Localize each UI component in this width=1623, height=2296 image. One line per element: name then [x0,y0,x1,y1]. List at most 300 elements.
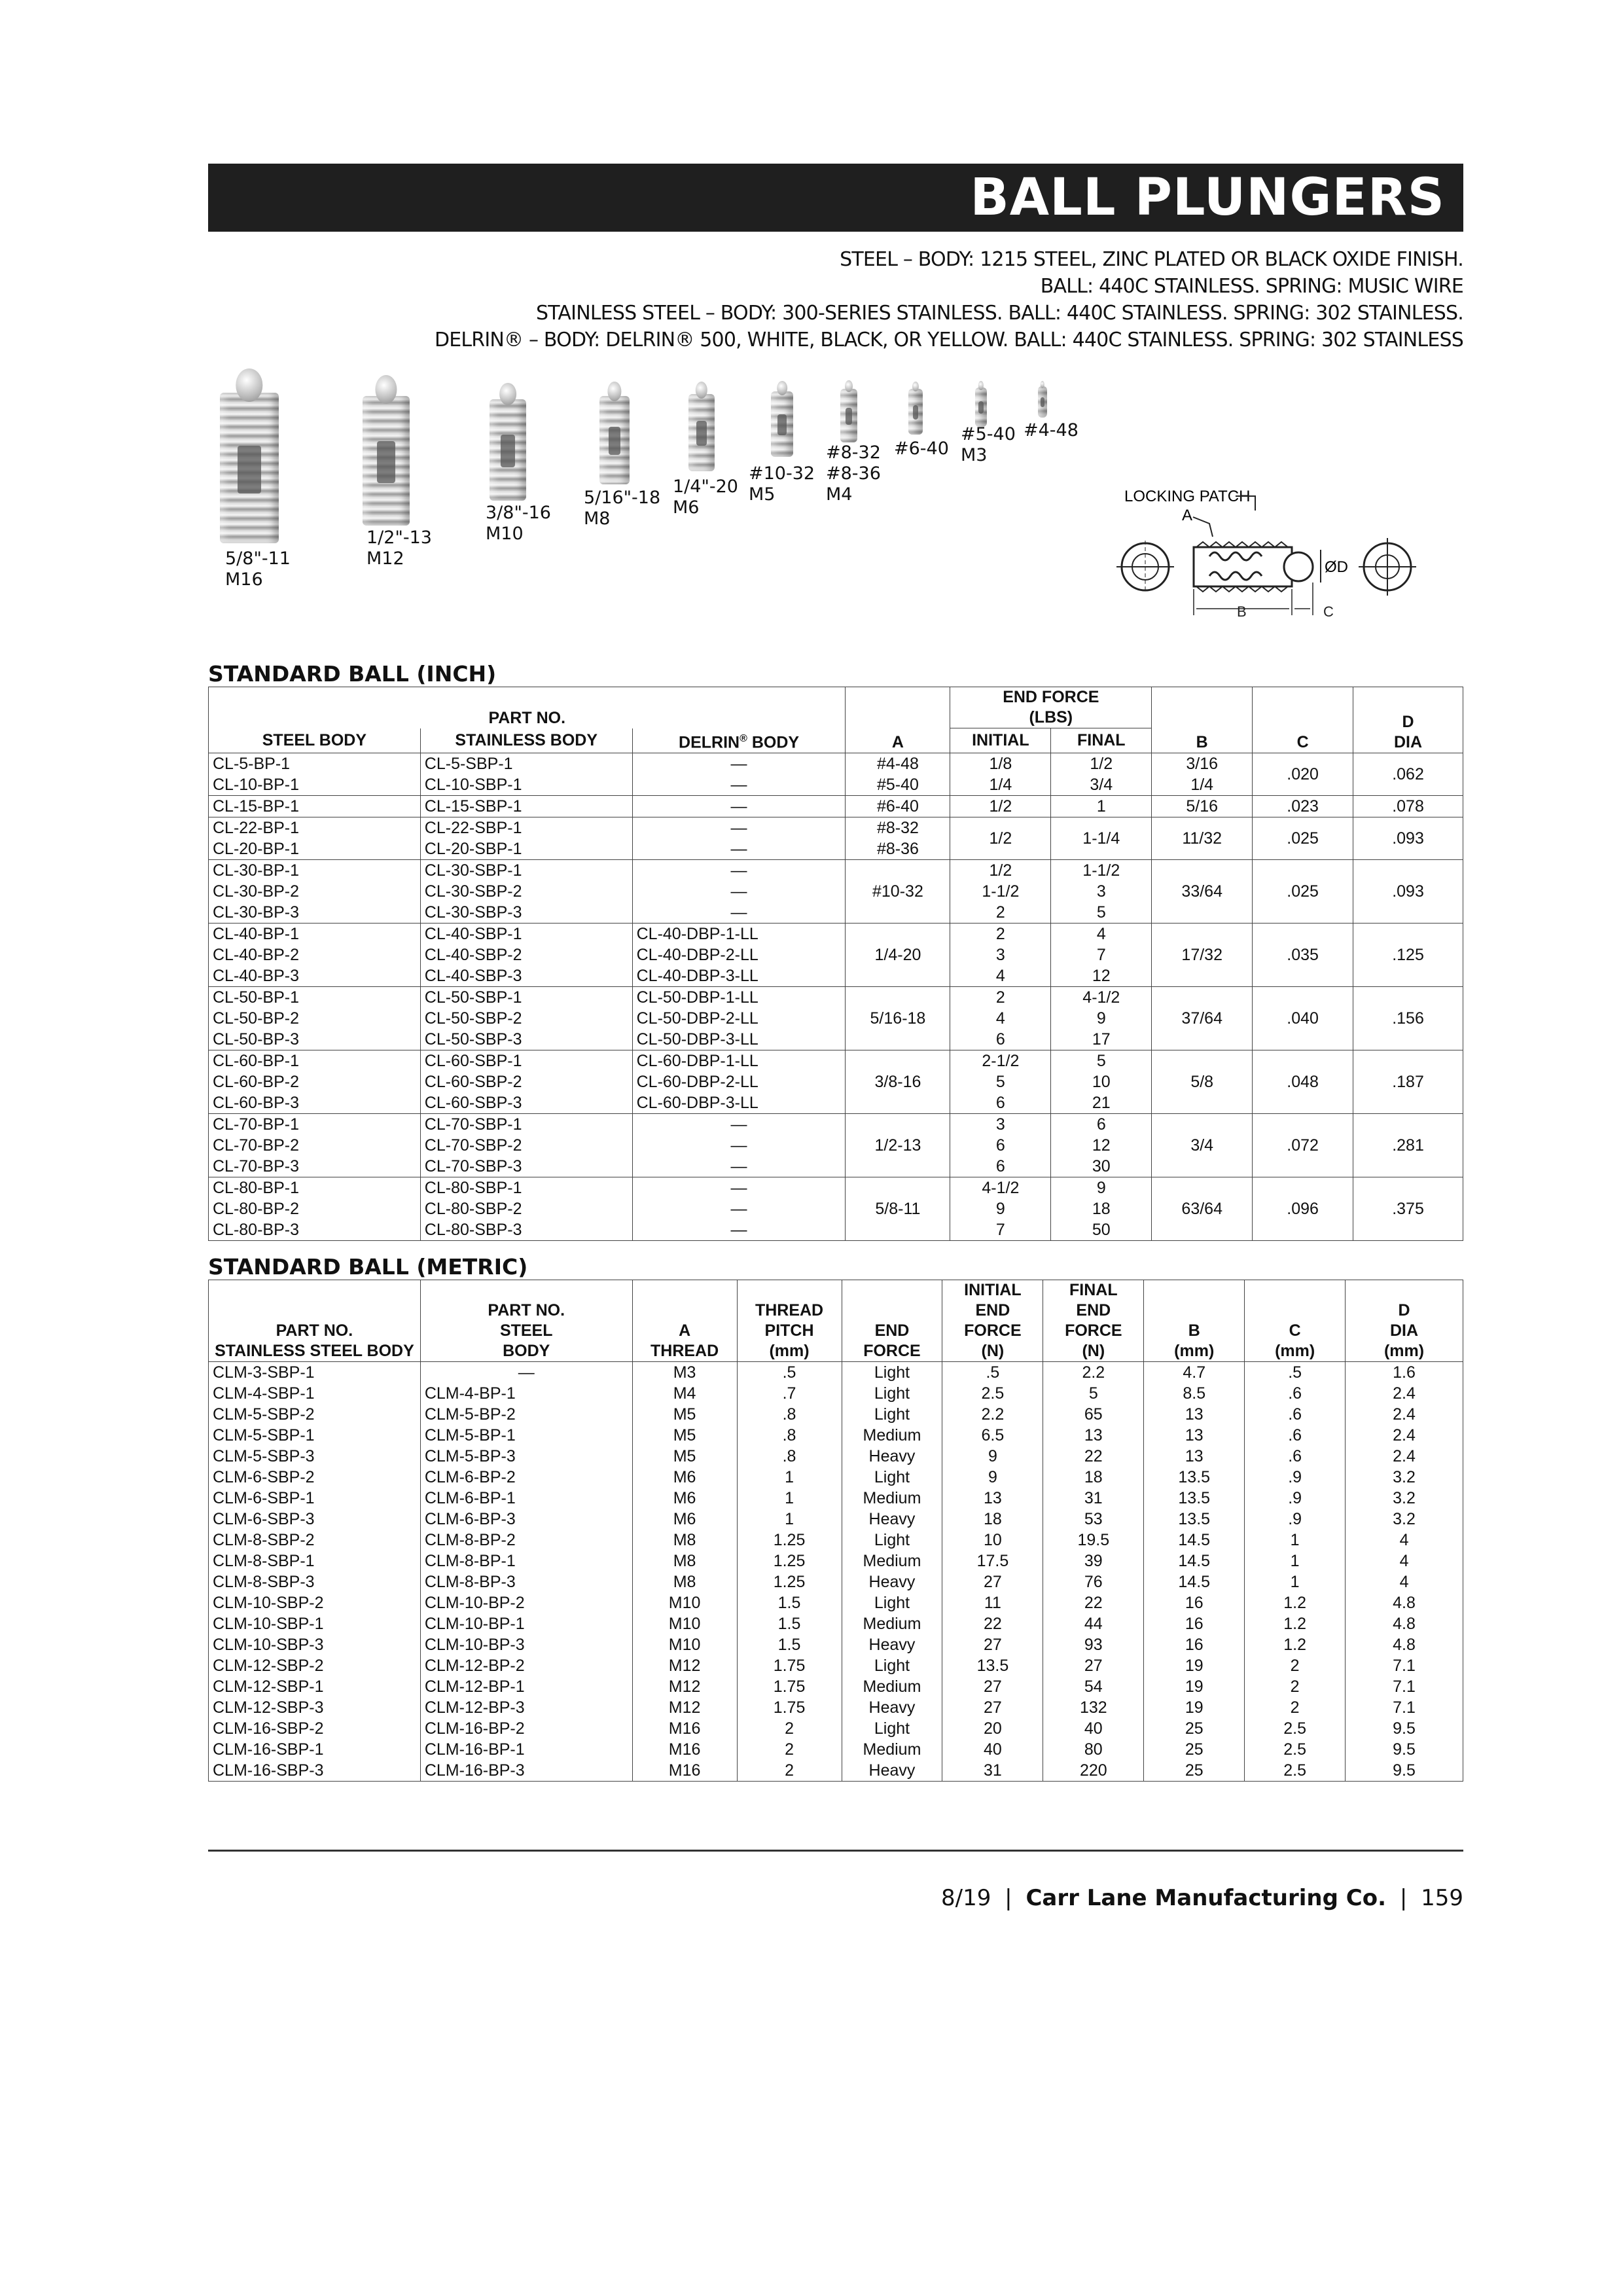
metric-header-a-thread: A THREAD [632,1280,737,1361]
dim-b-value: 13.5 [1144,1509,1245,1530]
initial-end-force: 13 [942,1488,1043,1509]
final-end-force: 5 [1051,1050,1152,1071]
dim-c-value: 1.2 [1245,1592,1346,1613]
stainless-body-part-no: CL-5-SBP-1 [420,753,632,774]
final-end-force: 65 [1043,1404,1144,1425]
steel-body-part-no: CLM-6-BP-3 [420,1509,632,1530]
plunger-image-1-4-20 [688,394,715,471]
stainless-body-part-no: CL-40-SBP-3 [420,965,632,987]
initial-end-force: 1/8 [950,753,1051,774]
initial-end-force: 20 [942,1718,1043,1739]
stainless-body-part-no: CL-70-SBP-1 [420,1113,632,1135]
metric-header-dim-b: B (mm) [1144,1280,1245,1361]
dim-c-value: .5 [1245,1361,1346,1383]
dim-c-value: .025 [1253,859,1353,923]
initial-end-force: 2.5 [942,1383,1043,1404]
initial-end-force: 22 [942,1613,1043,1634]
steel-body-part-no: CL-20-BP-1 [209,838,421,860]
dim-d-value: 2.4 [1346,1425,1463,1446]
steel-body-part-no: CL-40-BP-2 [209,944,421,965]
initial-end-force: 1/2 [950,817,1051,859]
thread-size: #8-32 [846,817,950,838]
stainless-body-part-no: CL-15-SBP-1 [420,795,632,817]
table-row [209,1634,1463,1655]
dim-c-value: 1 [1245,1551,1346,1571]
stainless-body-part-no: CL-50-SBP-3 [420,1029,632,1050]
table-row [209,1488,1463,1509]
dim-d-value: 7.1 [1346,1655,1463,1676]
delrin-body-part-no: CL-40-DBP-3-LL [632,965,846,987]
initial-end-force: 6.5 [942,1425,1043,1446]
thread-pitch: .8 [737,1446,842,1467]
dim-d-value: 4 [1346,1551,1463,1571]
delrin-body-part-no: — [632,1177,846,1198]
thread-pitch: .7 [737,1383,842,1404]
initial-end-force: 17.5 [942,1551,1043,1571]
dim-d-value: .187 [1353,1050,1463,1113]
plunger-image-3-8-16 [490,399,526,501]
dim-a-label: A [1182,507,1193,524]
delrin-body-part-no: — [632,817,846,838]
table-row [209,1551,1463,1571]
initial-end-force: 1/2 [950,859,1051,881]
stainless-steel-body-part-no: CLM-8-SBP-2 [209,1530,421,1551]
a-thread: M8 [632,1551,737,1571]
inch-header-part-no: PART NO. [209,687,846,728]
steel-body-part-no: CLM-5-BP-1 [420,1425,632,1446]
dim-b-value: 3/4 [1152,1113,1253,1177]
stainless-body-part-no: CL-10-SBP-1 [420,774,632,796]
a-thread: M16 [632,1760,737,1782]
end-force: Light [842,1383,942,1404]
desc-line-steel-2: BALL: 440C STAINLESS. SPRING: MUSIC WIRE [1040,275,1463,298]
dim-d-value: 3.2 [1346,1509,1463,1530]
table-row [209,1113,1463,1135]
table-row [209,817,1463,838]
stainless-body-part-no: CL-40-SBP-2 [420,944,632,965]
thread-size: #10-32 [846,859,950,923]
table-row [209,1177,1463,1198]
stainless-body-part-no: CL-60-SBP-1 [420,1050,632,1071]
desc-line-steel-1: STEEL – BODY: 1215 STEEL, ZINC PLATED OR BLACK OXIDE FINISH. [840,248,1463,271]
steel-body-part-no: CL-60-BP-1 [209,1050,421,1071]
delrin-body-part-no: CL-40-DBP-2-LL [632,944,846,965]
delrin-body-part-no: CL-40-DBP-1-LL [632,923,846,944]
a-thread: M3 [632,1361,737,1383]
dim-d-value: .093 [1353,859,1463,923]
delrin-body-part-no: — [632,902,846,924]
dim-d-value: 4 [1346,1571,1463,1592]
dim-c-label: C [1323,603,1334,620]
final-end-force: 40 [1043,1718,1144,1739]
table-row [209,923,1463,944]
metric-section-title: STANDARD BALL (METRIC) [208,1253,528,1280]
dim-b-value: 16 [1144,1613,1245,1634]
footer-rule [208,1850,1463,1852]
delrin-body-part-no: — [632,753,846,774]
final-end-force: 18 [1043,1467,1144,1488]
a-thread: M12 [632,1676,737,1697]
thread-pitch: .8 [737,1404,842,1425]
inch-header-initial: INITIAL [950,728,1051,753]
dim-d-value: .281 [1353,1113,1463,1177]
metric-header-thread-pitch: THREAD PITCH (mm) [737,1280,842,1361]
table-row [209,1613,1463,1634]
dim-c-value: 2 [1245,1676,1346,1697]
dim-c-value: 2.5 [1245,1718,1346,1739]
end-force: Heavy [842,1509,942,1530]
initial-end-force: 6 [950,1156,1051,1177]
steel-body-part-no: CLM-16-BP-1 [420,1739,632,1760]
initial-end-force: 40 [942,1739,1043,1760]
stainless-body-part-no: CL-22-SBP-1 [420,817,632,838]
dim-b-value: 16 [1144,1592,1245,1613]
delrin-body-part-no: — [632,881,846,902]
stainless-body-part-no: CL-30-SBP-3 [420,902,632,924]
thread-pitch: .5 [737,1361,842,1383]
stainless-body-part-no: CL-80-SBP-1 [420,1177,632,1198]
product-photo-row [208,380,1463,661]
table-row [209,1718,1463,1739]
page [208,164,1463,1782]
inch-header-a: A [846,687,950,753]
end-force: Light [842,1718,942,1739]
dim-b-value: 63/64 [1152,1177,1253,1240]
final-end-force: 1/2 [1051,753,1152,774]
end-force: Light [842,1655,942,1676]
plunger-image-5-40 [975,387,987,427]
table-row [209,795,1463,817]
inch-header-d: D DIA [1353,687,1463,753]
steel-body-part-no: CL-60-BP-2 [209,1071,421,1092]
initial-end-force: 27 [942,1571,1043,1592]
table-row [209,753,1463,774]
plunger-image-5-8-11 [220,393,279,543]
delrin-body-part-no: — [632,1198,846,1219]
initial-end-force: 2.2 [942,1404,1043,1425]
dim-c-value: .072 [1253,1113,1353,1177]
steel-body-part-no: CL-80-BP-3 [209,1219,421,1241]
end-force: Medium [842,1739,942,1760]
thread-size: #4-48 [846,753,950,774]
dim-b-value: 13 [1144,1404,1245,1425]
final-end-force: 18 [1051,1198,1152,1219]
dim-b-value: 25 [1144,1718,1245,1739]
a-thread: M8 [632,1530,737,1551]
final-end-force: 13 [1043,1425,1144,1446]
final-end-force: 1-1/4 [1051,817,1152,859]
dim-b-value: 5/8 [1152,1050,1253,1113]
steel-body-part-no: CL-80-BP-2 [209,1198,421,1219]
dim-c-value: 1 [1245,1530,1346,1551]
thread-size: 1/4-20 [846,923,950,986]
table-row [209,1571,1463,1592]
dim-b-value: 1/4 [1152,774,1253,796]
dim-d-value: 4 [1346,1530,1463,1551]
table-row [209,1509,1463,1530]
dim-c-value: .025 [1253,817,1353,859]
stainless-body-part-no: CL-50-SBP-1 [420,986,632,1008]
final-end-force: 22 [1043,1592,1144,1613]
table-row [209,1050,1463,1071]
initial-end-force: 6 [950,1029,1051,1050]
page-title: BALL PLUNGERS [970,168,1445,227]
thread-pitch: 1.75 [737,1697,842,1718]
delrin-body-part-no: CL-60-DBP-2-LL [632,1071,846,1092]
dim-d-value: 2.4 [1346,1404,1463,1425]
final-end-force: 7 [1051,944,1152,965]
thread-pitch: 1.25 [737,1571,842,1592]
dim-c-value: 1.2 [1245,1613,1346,1634]
thread-pitch: 2 [737,1718,842,1739]
initial-end-force: .5 [942,1361,1043,1383]
initial-end-force: 2 [950,923,1051,944]
plunger-image-1-2-13 [363,396,410,526]
steel-body-part-no: CLM-10-BP-3 [420,1634,632,1655]
metric-header-final-end-force: FINAL END FORCE (N) [1043,1280,1144,1361]
steel-body-part-no: CL-40-BP-3 [209,965,421,987]
dim-d-label: ØD [1325,558,1348,576]
end-force: Heavy [842,1697,942,1718]
initial-end-force: 5 [950,1071,1051,1092]
plunger-image-8-32 [840,389,857,442]
dim-d-value: 9.5 [1346,1760,1463,1782]
a-thread: M10 [632,1592,737,1613]
final-end-force: 93 [1043,1634,1144,1655]
desc-line-stainless: STAINLESS STEEL – BODY: 300-SERIES STAINLESS. BALL: 440C STAINLESS. SPRING: 302 STAINLESS. [535,302,1463,325]
thread-size: #6-40 [846,795,950,817]
stainless-steel-body-part-no: CLM-12-SBP-1 [209,1676,421,1697]
final-end-force: 80 [1043,1739,1144,1760]
dim-b-value: 11/32 [1152,817,1253,859]
steel-body-part-no: CL-15-BP-1 [209,795,421,817]
a-thread: M5 [632,1425,737,1446]
steel-body-part-no: CL-30-BP-3 [209,902,421,924]
thread-size: 3/8-16 [846,1050,950,1113]
part-label-5-16-18: 5/16"-18 M8 [584,488,661,529]
inch-header-delrin-body: DELRIN® BODY [632,728,846,753]
plunger-image-4-48 [1038,386,1047,418]
dim-c-value: 2 [1245,1655,1346,1676]
initial-end-force: 9 [942,1467,1043,1488]
end-force: Medium [842,1551,942,1571]
thread-pitch: 1.25 [737,1530,842,1551]
dim-c-value: .6 [1245,1446,1346,1467]
thread-pitch: 2 [737,1739,842,1760]
end-force: Heavy [842,1446,942,1467]
initial-end-force: 27 [942,1697,1043,1718]
metric-header-end-force: END FORCE [842,1280,942,1361]
final-end-force: 53 [1043,1509,1144,1530]
final-end-force: 12 [1051,1135,1152,1156]
dim-d-value: 3.2 [1346,1467,1463,1488]
stainless-steel-body-part-no: CLM-8-SBP-1 [209,1551,421,1571]
dim-c-value: .6 [1245,1425,1346,1446]
initial-end-force: 6 [950,1092,1051,1114]
steel-body-part-no: — [420,1361,632,1383]
dim-b-value: 14.5 [1144,1571,1245,1592]
dim-d-value: 4.8 [1346,1613,1463,1634]
dim-b-value: 13.5 [1144,1467,1245,1488]
table-row [209,1697,1463,1718]
dim-d-value: 1.6 [1346,1361,1463,1383]
stainless-steel-body-part-no: CLM-4-SBP-1 [209,1383,421,1404]
final-end-force: 2.2 [1043,1361,1144,1383]
stainless-body-part-no: CL-70-SBP-2 [420,1135,632,1156]
stainless-body-part-no: CL-50-SBP-2 [420,1008,632,1029]
stainless-steel-body-part-no: CLM-5-SBP-1 [209,1425,421,1446]
end-force: Medium [842,1613,942,1634]
table-row [209,1446,1463,1467]
delrin-body-part-no: — [632,1219,846,1241]
dim-b-value: 5/16 [1152,795,1253,817]
thread-pitch: 1 [737,1488,842,1509]
metric-header-initial-end-force: INITIAL END FORCE (N) [942,1280,1043,1361]
steel-body-part-no: CL-30-BP-1 [209,859,421,881]
thread-size: #8-36 [846,838,950,860]
end-force: Medium [842,1676,942,1697]
dim-c-value: .9 [1245,1509,1346,1530]
dim-b-value: 14.5 [1144,1530,1245,1551]
dim-b-value: 3/16 [1152,753,1253,774]
dim-c-value: .096 [1253,1177,1353,1240]
end-force: Light [842,1404,942,1425]
thread-pitch: 1.75 [737,1676,842,1697]
initial-end-force: 11 [942,1592,1043,1613]
dim-d-value: 7.1 [1346,1697,1463,1718]
final-end-force: 31 [1043,1488,1144,1509]
steel-body-part-no: CL-30-BP-2 [209,881,421,902]
stainless-steel-body-part-no: CLM-6-SBP-2 [209,1467,421,1488]
stainless-body-part-no: CL-60-SBP-2 [420,1071,632,1092]
dim-b-value: 13 [1144,1425,1245,1446]
dim-b-value: 19 [1144,1655,1245,1676]
dim-c-value: .6 [1245,1404,1346,1425]
dim-c-value: .6 [1245,1383,1346,1404]
stainless-steel-body-part-no: CLM-10-SBP-3 [209,1634,421,1655]
delrin-body-part-no: — [632,859,846,881]
final-end-force: 220 [1043,1760,1144,1782]
dim-c-value: .9 [1245,1488,1346,1509]
delrin-body-part-no: — [632,838,846,860]
steel-body-part-no: CL-70-BP-1 [209,1113,421,1135]
delrin-body-part-no: CL-50-DBP-3-LL [632,1029,846,1050]
steel-body-part-no: CLM-6-BP-2 [420,1467,632,1488]
stainless-steel-body-part-no: CLM-6-SBP-1 [209,1488,421,1509]
dim-d-value: 2.4 [1346,1446,1463,1467]
dim-b-value: 8.5 [1144,1383,1245,1404]
delrin-body-part-no: — [632,795,846,817]
thread-pitch: 1 [737,1509,842,1530]
steel-body-part-no: CLM-16-BP-3 [420,1760,632,1782]
steel-body-part-no: CLM-5-BP-3 [420,1446,632,1467]
final-end-force: 50 [1051,1219,1152,1241]
steel-body-part-no: CL-10-BP-1 [209,774,421,796]
dim-b-label: B [1237,603,1247,620]
steel-body-part-no: CLM-5-BP-2 [420,1404,632,1425]
inch-header-final: FINAL [1051,728,1152,753]
final-end-force: 5 [1051,902,1152,924]
page-footer [941,1885,1463,1911]
steel-body-part-no: CLM-16-BP-2 [420,1718,632,1739]
thread-pitch: 2 [737,1760,842,1782]
dim-d-value: 2.4 [1346,1383,1463,1404]
steel-body-part-no: CLM-10-BP-1 [420,1613,632,1634]
locking-patch-diagram [1098,484,1438,628]
metric-header-steel-body-part-no: PART NO. STEEL BODY [420,1280,632,1361]
final-end-force: 17 [1051,1029,1152,1050]
steel-body-part-no: CLM-8-BP-3 [420,1571,632,1592]
end-force: Light [842,1592,942,1613]
dim-d-value: 9.5 [1346,1739,1463,1760]
stainless-steel-body-part-no: CLM-10-SBP-2 [209,1592,421,1613]
desc-line-delrin: DELRIN® – BODY: DELRIN® 500, WHITE, BLACK, OR YELLOW. BALL: 440C STAINLESS. SPRING: 302 STAINLESS [434,329,1463,351]
dim-d-value: .375 [1353,1177,1463,1240]
final-end-force: 6 [1051,1113,1152,1135]
initial-end-force: 4 [950,1008,1051,1029]
delrin-body-part-no: — [632,1113,846,1135]
dim-c-value: 2 [1245,1697,1346,1718]
table-row [209,1655,1463,1676]
final-end-force: 132 [1043,1697,1144,1718]
initial-end-force: 1/4 [950,774,1051,796]
final-end-force: 39 [1043,1551,1144,1571]
dim-c-value: .9 [1245,1467,1346,1488]
a-thread: M4 [632,1383,737,1404]
steel-body-part-no: CLM-12-BP-3 [420,1697,632,1718]
dim-b-value: 13 [1144,1446,1245,1467]
part-label-5-8-11: 5/8"-11 M16 [225,548,291,590]
steel-body-part-no: CL-50-BP-2 [209,1008,421,1029]
plunger-image-6-40 [908,389,923,435]
a-thread: M8 [632,1571,737,1592]
end-force: Medium [842,1425,942,1446]
initial-end-force: 9 [942,1446,1043,1467]
dim-c-value: .040 [1253,986,1353,1050]
inch-header-steel-body: STEEL BODY [209,728,421,753]
dim-b-value: 19 [1144,1676,1245,1697]
dim-b-value: 13.5 [1144,1488,1245,1509]
initial-end-force: 3 [950,944,1051,965]
thread-size: 5/8-11 [846,1177,950,1240]
table-row [209,859,1463,881]
dim-b-value: 17/32 [1152,923,1253,986]
thread-pitch: 1.5 [737,1592,842,1613]
initial-end-force: 18 [942,1509,1043,1530]
stainless-body-part-no: CL-20-SBP-1 [420,838,632,860]
stainless-steel-body-part-no: CLM-10-SBP-1 [209,1613,421,1634]
part-label-1-4-20: 1/4"-20 M6 [673,476,738,518]
footer-page-number: 159 [1421,1885,1463,1911]
thread-pitch: 1.75 [737,1655,842,1676]
part-label-3-8-16: 3/8"-16 M10 [486,503,551,544]
final-end-force: 22 [1043,1446,1144,1467]
end-force: Light [842,1467,942,1488]
final-end-force: 9 [1051,1177,1152,1198]
final-end-force: 1 [1051,795,1152,817]
table-row [209,1676,1463,1697]
title-bar [208,164,1463,232]
part-label-4-48: #4-48 [1024,420,1079,440]
material-description [208,246,1463,353]
dim-c-value: 1 [1245,1571,1346,1592]
stainless-body-part-no: CL-30-SBP-1 [420,859,632,881]
stainless-body-part-no: CL-60-SBP-3 [420,1092,632,1114]
steel-body-part-no: CLM-12-BP-1 [420,1676,632,1697]
delrin-body-part-no: CL-60-DBP-3-LL [632,1092,846,1114]
final-end-force: 21 [1051,1092,1152,1114]
delrin-body-part-no: — [632,774,846,796]
